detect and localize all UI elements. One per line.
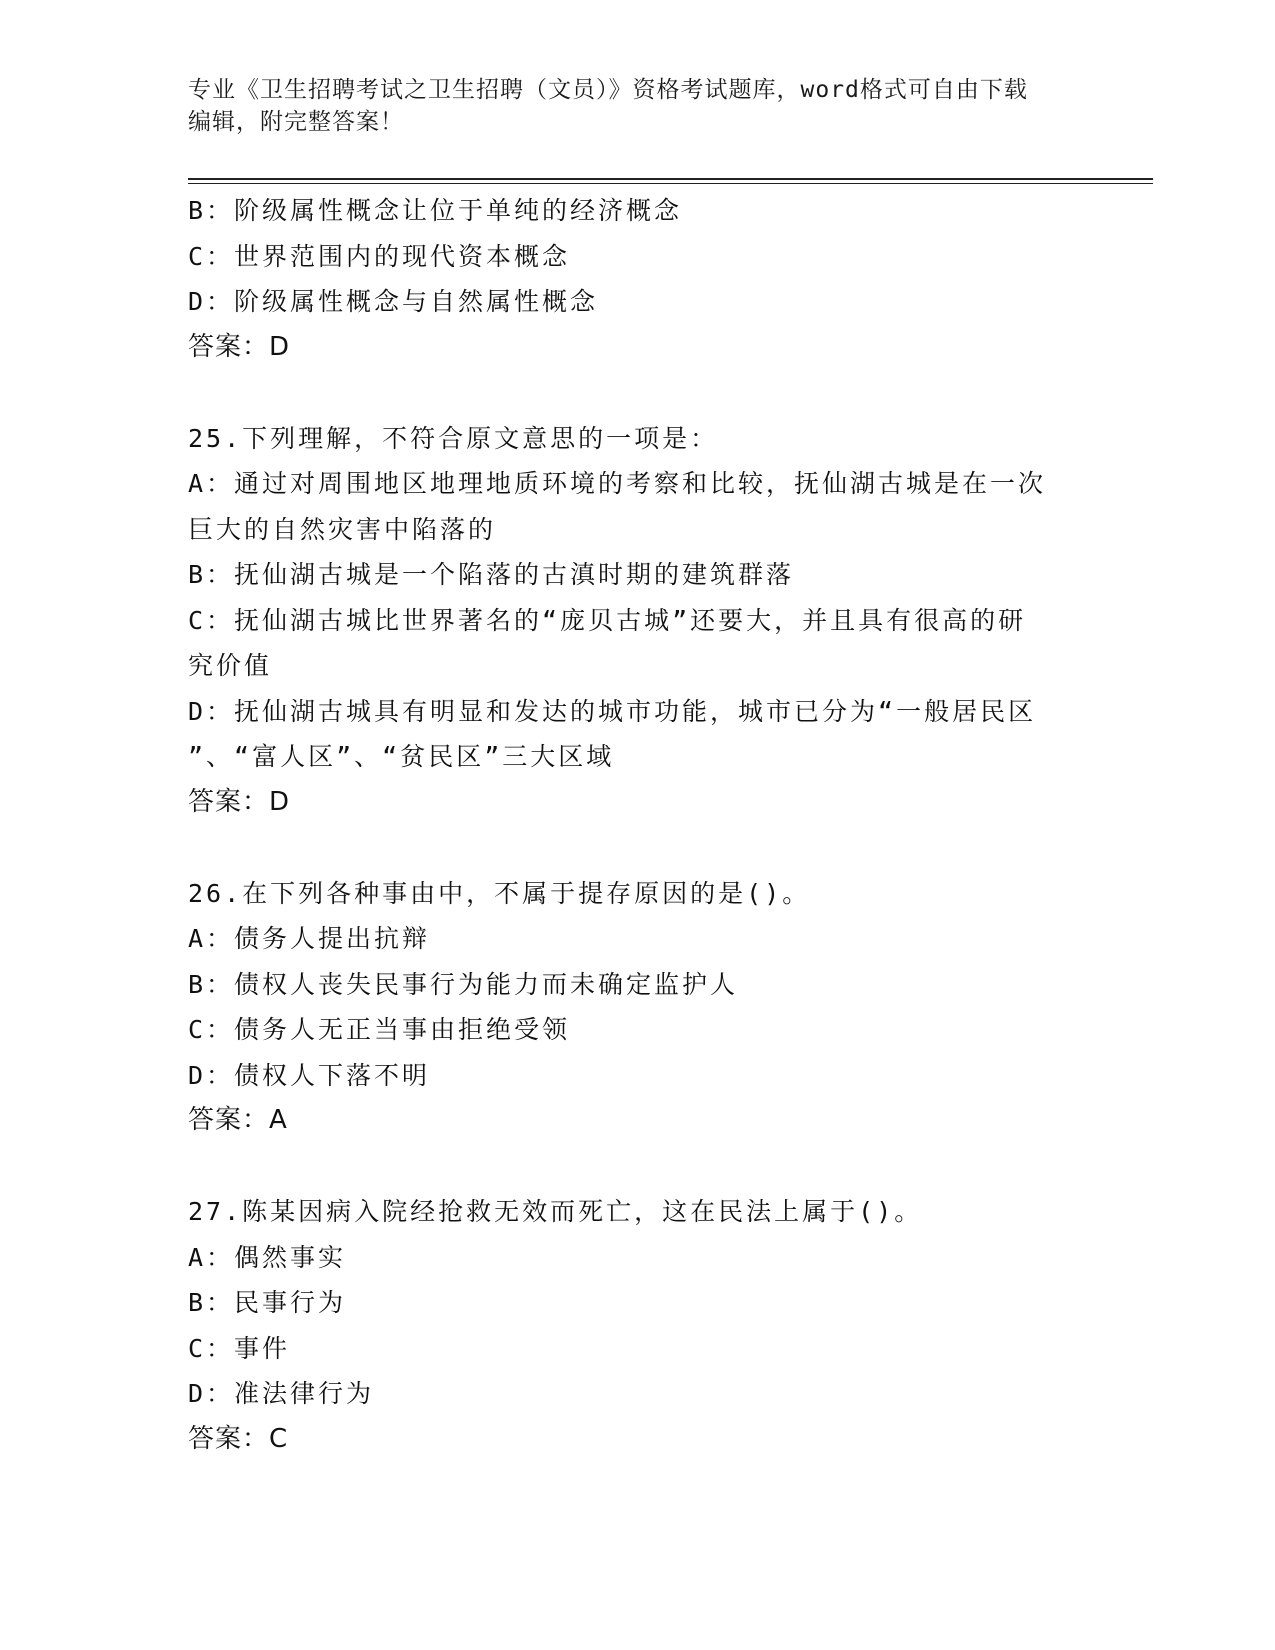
question-text: 27.陈某因病入院经抢救无效而死亡，这在民法上属于()。 — [188, 1197, 923, 1226]
question-26 — [188, 871, 1088, 1144]
option-c: C：世界范围内的现代资本概念 — [188, 241, 571, 271]
option-d: D：债权人下落不明 — [188, 1060, 431, 1090]
header-line-2: 编辑，附完整答案！ — [188, 109, 404, 135]
spacer — [188, 370, 1088, 416]
option-a: A：通过对周围地区地理地质环境的考察和比较，抚仙湖古城是在一次 — [188, 469, 1047, 498]
option-c-cont: 究价值 — [188, 651, 273, 680]
option-c: C：抚仙湖古城比世界著名的“庞贝古城”还要大，并且具有很高的研 — [188, 605, 1027, 635]
option-c: C：事件 — [188, 1333, 291, 1363]
option-b: B：债权人丧失民事行为能力而未确定监护人 — [188, 969, 739, 999]
answer: 答案：C — [188, 1423, 289, 1454]
spacer — [188, 825, 1088, 871]
answer: 答案：D — [188, 786, 291, 817]
option-c: C：债务人无正当事由拒绝受领 — [188, 1015, 571, 1044]
option-d: D：阶级属性概念与自然属性概念 — [188, 287, 599, 316]
option-a-cont: 巨大的自然灾害中陷落的 — [188, 514, 497, 544]
question-27 — [188, 1189, 1088, 1462]
option-b: B：阶级属性概念让位于单纯的经济概念 — [188, 196, 683, 225]
option-b: B：民事行为 — [188, 1288, 347, 1317]
question-24-tail — [188, 188, 1088, 370]
answer: 答案：A — [188, 1105, 288, 1135]
option-d: D：准法律行为 — [188, 1379, 375, 1408]
page-header — [188, 74, 1088, 138]
header-rule-thick — [188, 178, 1153, 180]
option-b: B：抚仙湖古城是一个陷落的古滇时期的建筑群落 — [188, 560, 795, 589]
option-a: A：债务人提出抗辩 — [188, 924, 431, 953]
answer: 答案：D — [188, 331, 291, 362]
question-25 — [188, 416, 1088, 826]
header-line-1: 专业《卫生招聘考试之卫生招聘（文员）》资格考试题库，word格式可自由下载 — [188, 77, 1028, 103]
question-text: 26.在下列各种事由中，不属于提存原因的是()。 — [188, 878, 811, 908]
question-list — [188, 188, 1088, 1462]
header-rule-thin — [188, 183, 1153, 184]
option-d-cont: ”、“富人区”、“贫民区”三大区域 — [188, 742, 615, 771]
question-text: 25.下列理解，不符合原文意思的一项是： — [188, 423, 719, 453]
spacer — [188, 1144, 1088, 1190]
option-d: D：抚仙湖古城具有明显和发达的城市功能，城市已分为“一般居民区 — [188, 696, 1037, 726]
option-a: A：偶然事实 — [188, 1242, 347, 1272]
